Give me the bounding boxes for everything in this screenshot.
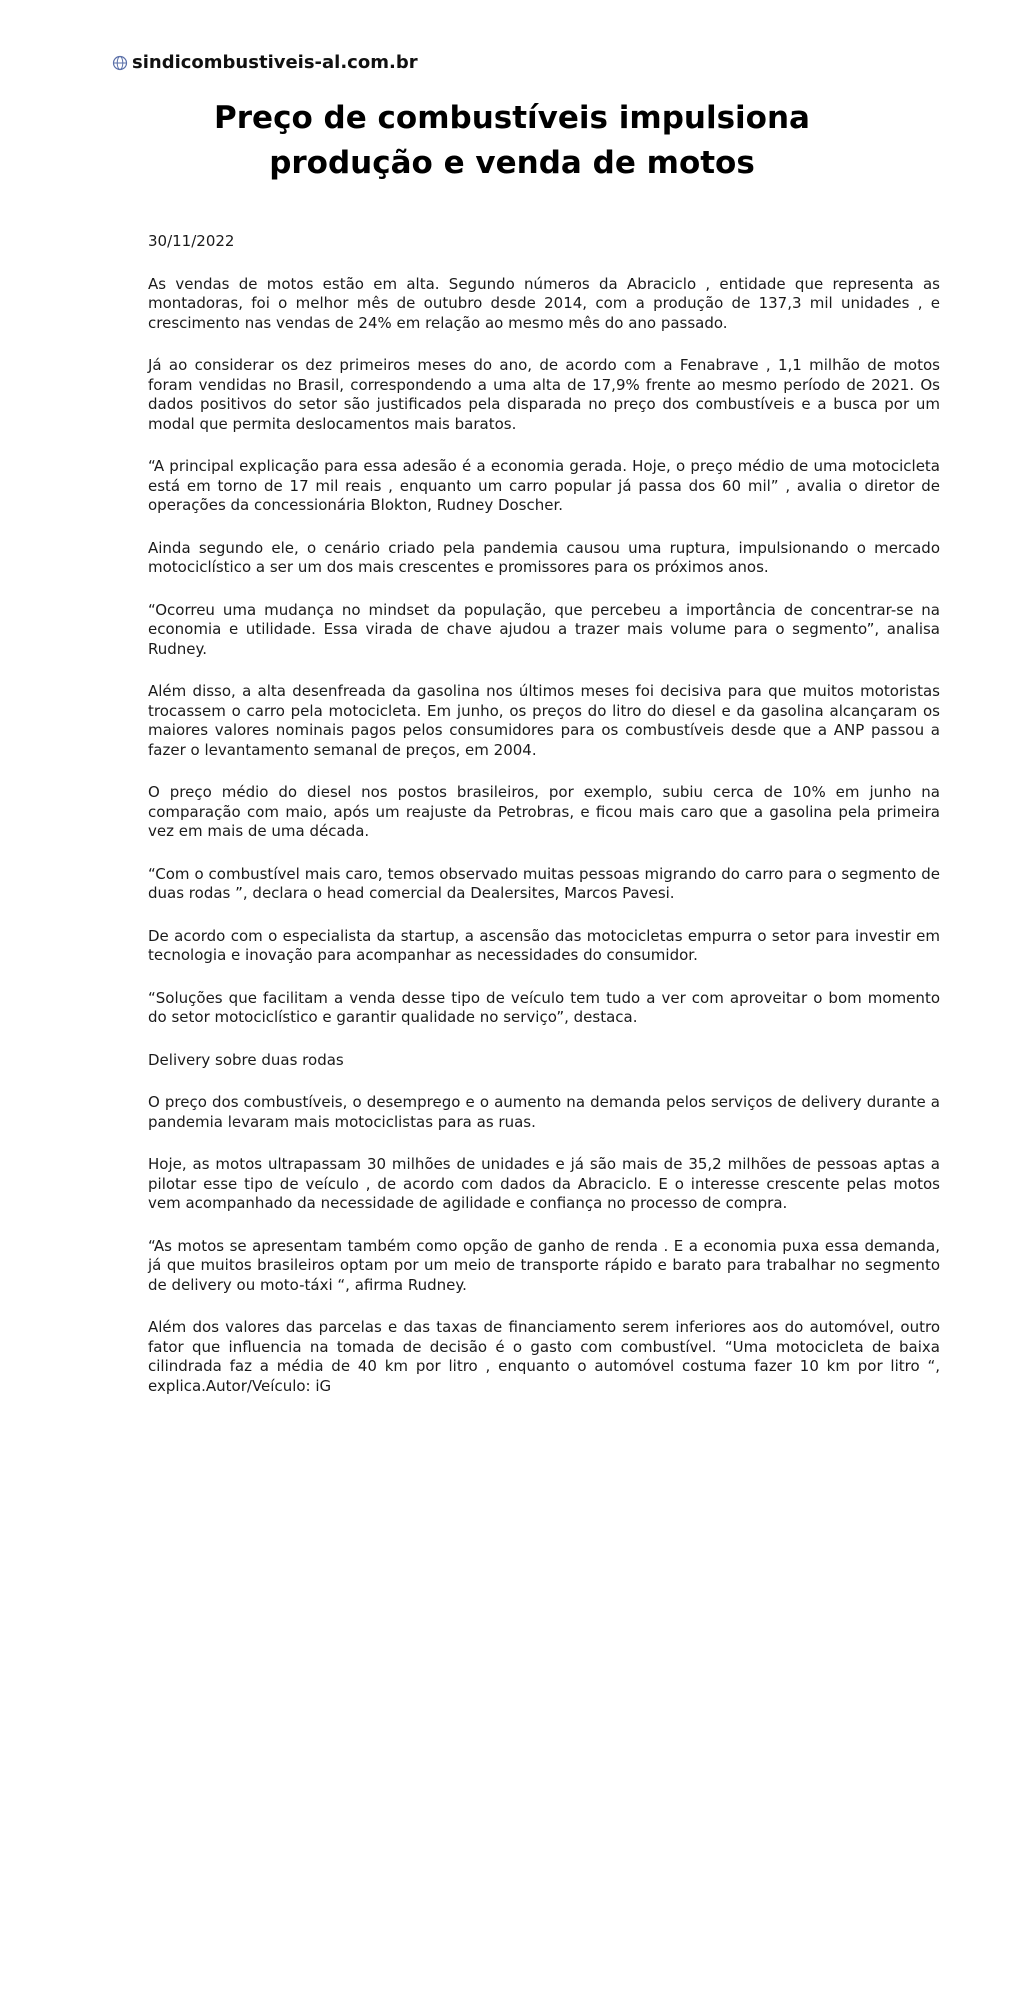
paragraph: Além dos valores das parcelas e das taxas de financiamento serem inferiores aos do automóvel, outro fator que influencia na tomada de decisão é o gasto com combustível. “Uma motocicleta de baixa cilindrada faz a média de 40 km por litro , enquanto o automóvel costuma fazer 10 km por litro “, explica.Autor/Veículo: iG	[148, 1318, 940, 1395]
paragraph: “Com o combustível mais caro, temos observado muitas pessoas migrando do carro para o segmento de duas rodas ”, declara o head comercial da Dealersites, Marcos Pavesi.	[148, 864, 940, 902]
paragraph: Além disso, a alta desenfreada da gasolina nos últimos meses foi decisiva para que muitos motoristas trocassem o carro pela motocicleta. Em junho, os preços do litro do diesel e da gasolina alcançaram os maiores valores nominais pagos pelos consumidores para os combustíveis desde que a ANP passou a fazer o levantamento semanal de preços, em 2004.	[148, 682, 940, 759]
paragraph: “Ocorreu uma mudança no mindset da população, que percebeu a importância de concentrar-se na economia e utilidade. Essa virada de chave ajudou a trazer mais volume para o segmento”, analisa Rudney.	[148, 600, 940, 658]
paragraph: As vendas de motos estão em alta. Segundo números da Abraciclo , entidade que representa as montadoras, foi o melhor mês de outubro desde 2014, com a produção de 137,3 mil unidades , e crescimento nas vendas de 24% em relação ao mesmo mês do ano passado.	[148, 274, 940, 332]
paragraph: “Soluções que facilitam a venda desse tipo de veículo tem tudo a ver com aproveitar o bom momento do setor motociclístico e garantir qualidade no serviço”, destaca.	[148, 988, 940, 1026]
section-subheading: Delivery sobre duas rodas	[148, 1050, 344, 1069]
paragraph: O preço dos combustíveis, o desemprego e o aumento na demanda pelos serviços de delivery durante a pandemia levaram mais motociclistas para as ruas.	[148, 1093, 940, 1131]
site-header	[112, 52, 418, 73]
paragraph: Ainda segundo ele, o cenário criado pela pandemia causou uma ruptura, impulsionando o mercado motociclístico a ser um dos mais crescentes e promissores para os próximos anos.	[148, 538, 940, 576]
site-name[interactable]: sindicombustiveis-al.com.br	[132, 52, 418, 73]
article-body	[148, 232, 940, 1419]
paragraph: “A principal explicação para essa adesão é a economia gerada. Hoje, o preço médio de uma motocicleta está em torno de 17 mil reais , enquanto um carro popular já passa dos 60 mil” , avalia o diretor de operações da concessionária Blokton, Rudney Doscher.	[148, 457, 940, 514]
paragraph: Hoje, as motos ultrapassam 30 milhões de unidades e já são mais de 35,2 milhões de pessoas aptas a pilotar esse tipo de veículo , de acordo com dados da Abraciclo. E o interesse crescente pelas motos vem acompanhado da necessidade de agilidade e confiança no processo de compra.	[148, 1155, 940, 1212]
article-date: 30/11/2022	[148, 232, 235, 250]
paragraph: O preço médio do diesel nos postos brasileiros, por exemplo, subiu cerca de 10% em junho na comparação com maio, após um reajuste da Petrobras, e ficou mais caro que a gasolina pela primeira vez em mais de uma década.	[148, 783, 940, 840]
paragraph: De acordo com o especialista da startup, a ascensão das motocicletas empurra o setor para investir em tecnologia e inovação para acompanhar as necessidades do consumidor.	[148, 926, 940, 964]
paragraph: Já ao considerar os dez primeiros meses do ano, de acordo com a Fenabrave , 1,1 milhão de motos foram vendidas no Brasil, correspondendo a uma alta de 17,9% frente ao mesmo período de 2021. Os dados positivos do setor são justificados pela disparada no preço dos combustíveis e a busca por um modal que permita deslocamentos mais baratos.	[148, 356, 940, 433]
globe-icon	[112, 55, 128, 71]
article-title: Preço de combustíveis impulsiona produção e venda de motos	[214, 100, 810, 181]
paragraph: “As motos se apresentam também como opção de ganho de renda . E a economia puxa essa demanda, já que muitos brasileiros optam por um meio de transporte rápido e barato para trabalhar no segmento de delivery ou moto-táxi “, afirma Rudney.	[148, 1236, 940, 1294]
